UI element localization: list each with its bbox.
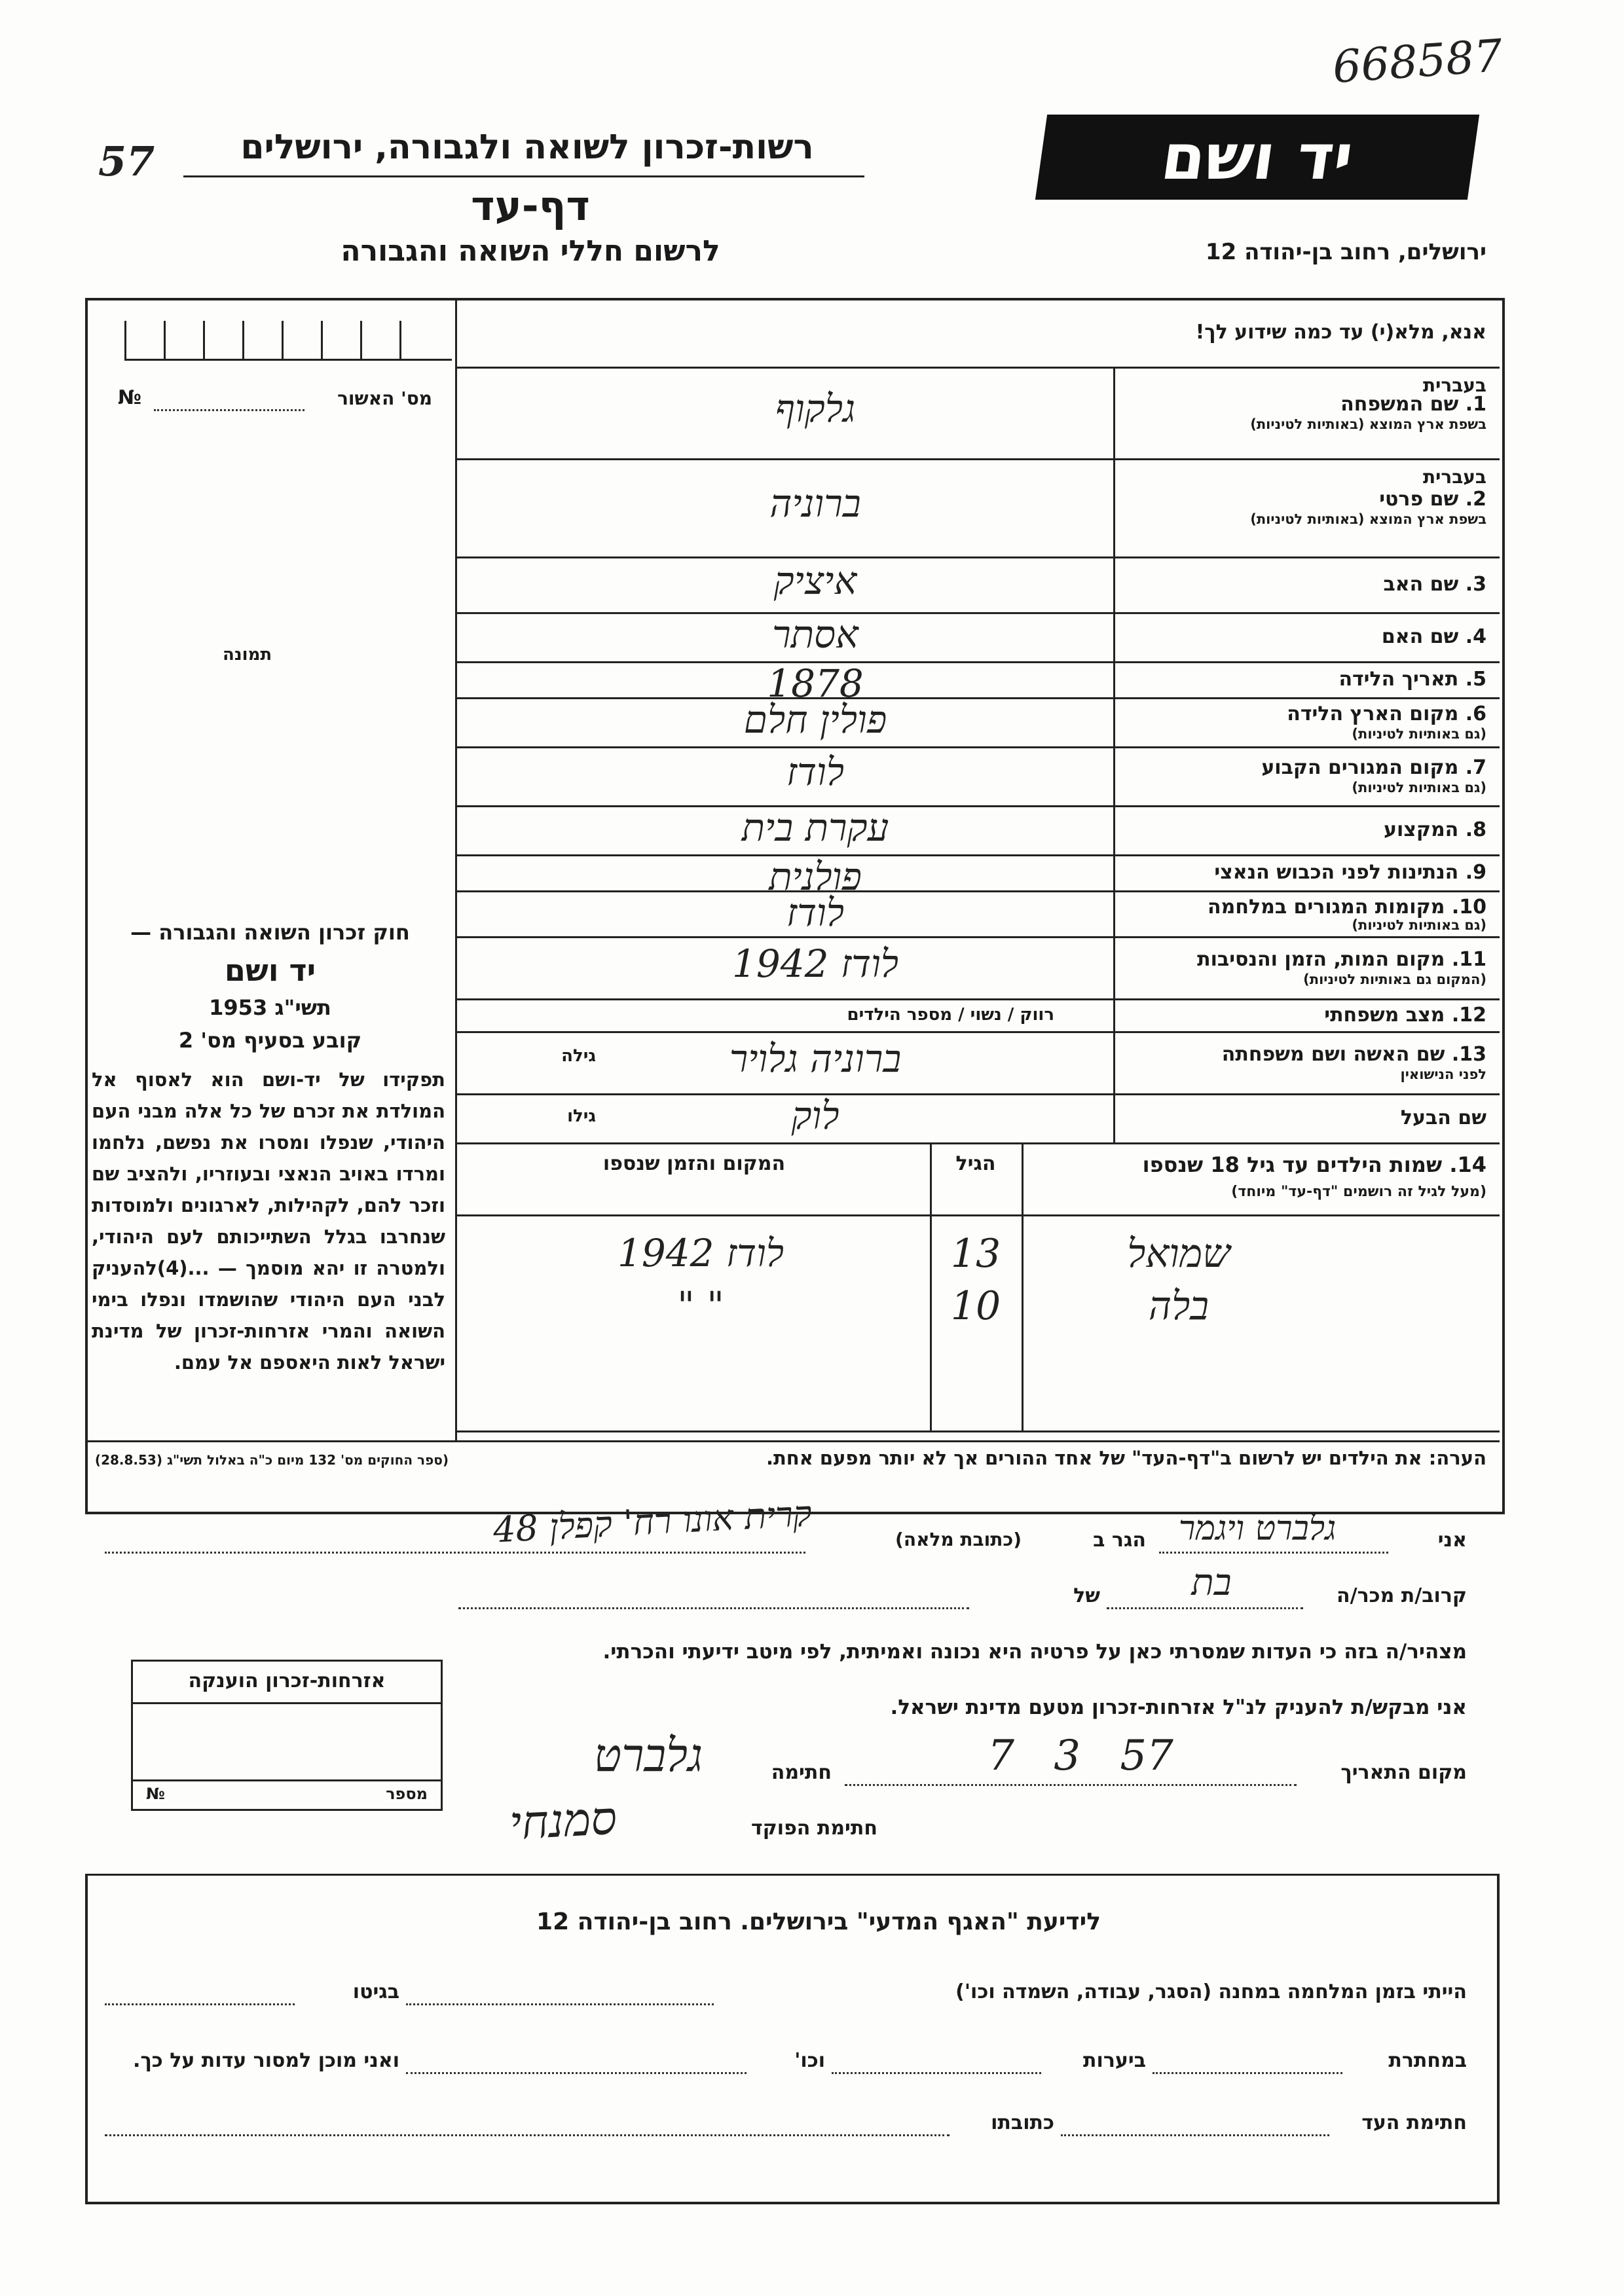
children-col-place: המקום והזמן שנספו — [602, 1152, 786, 1175]
field-value: לודז — [786, 890, 845, 935]
field-label: 9. הנתינות לפני הכבוש הנאצי — [1214, 860, 1486, 884]
field-label: שם הבעל — [1400, 1106, 1486, 1129]
family-status-options: רווק / נשוי / מספר הילדים — [847, 1005, 1054, 1025]
field-label: 3. שם האב — [1383, 572, 1486, 596]
decl-relation-line — [1107, 1607, 1303, 1609]
children-subtitle: (מעל לגיל זה רושמים "דף-עד" מיוחד) — [1231, 1184, 1486, 1200]
citizenship-no: מספר — [386, 1785, 428, 1803]
archive-number: 668587 — [1331, 30, 1505, 94]
children-col-age: הגיל — [955, 1152, 996, 1175]
signature-label: חתימה — [771, 1761, 832, 1784]
decl-resident-label: הגר ב — [1093, 1529, 1146, 1552]
child-age: 10 — [950, 1283, 1001, 1329]
age-label-wife: גילה — [561, 1046, 596, 1066]
field-sublabel: (גם באותיות לטיניות) — [1352, 725, 1486, 742]
field-note: בעברית — [1422, 374, 1486, 396]
law-clause: קובע בסעיף מס' 2 — [178, 1028, 362, 1053]
field-value: 1878 — [767, 661, 864, 706]
law-year: תשי"ג 1953 — [209, 995, 331, 1020]
header-subtitle: לרשום חללי השואה והגבורה — [341, 234, 720, 268]
place-date-label: מקום התאריך — [1340, 1761, 1467, 1784]
field-row — [455, 890, 1500, 936]
field-row — [455, 367, 1500, 458]
remark-top-rule — [455, 1430, 1500, 1432]
children-header-rule — [455, 1214, 1500, 1216]
field-row — [455, 1093, 1500, 1142]
field-value: ברוניה — [769, 481, 861, 526]
footer-line2-b: ביערות — [1083, 2049, 1146, 2072]
citizenship-box — [131, 1660, 443, 1811]
field-row — [455, 612, 1500, 661]
children-age-right — [1022, 1142, 1024, 1430]
field-sublabel: (המקום גם באותיות לטיניות) — [1303, 971, 1486, 987]
field-value: לודז — [786, 750, 845, 794]
signature-value: גלברט — [593, 1728, 703, 1782]
footer-line3-fill2 — [105, 2134, 950, 2136]
field-value: פולין חלם — [743, 697, 887, 742]
decl-statement-2: אני מבקש/ת להעניק לנ"ל אזרחות-זכרון מטעם מדינת ישראל. — [890, 1696, 1467, 1719]
child-place: " " — [677, 1283, 724, 1328]
decl-i-label: אני — [1437, 1529, 1467, 1552]
field-value: לודז 1942 — [731, 941, 899, 986]
field-row — [455, 556, 1500, 612]
footer-line2-fill1 — [1153, 2072, 1342, 2074]
citizenship-no-mark: № — [146, 1785, 165, 1803]
field-label: 4. שם האם — [1381, 625, 1486, 648]
field-sublabel: בשפת ארץ המוצא (באותיות לטיניות) — [1250, 511, 1486, 527]
field-value: לוק — [791, 1093, 840, 1138]
field-sublabel: בשפת ארץ המוצא (באותיות לטיניות) — [1250, 416, 1486, 432]
field-row — [455, 854, 1500, 899]
age-label-husband: גילו — [567, 1106, 596, 1126]
approval-label: מס' האשור — [337, 388, 432, 409]
footer-line2-c: וכו' — [794, 2049, 825, 2072]
field-label: 6. מקום הארץ הלידה — [1287, 702, 1486, 725]
decl-name-line — [1159, 1552, 1388, 1554]
footer-line1-b: בגיטו — [352, 1980, 399, 2003]
field-row — [455, 697, 1500, 746]
address-value: קרית אונו רח' קפלן 48 — [492, 1493, 813, 1551]
footer-line1-a: הייתי בזמן המלחמה במחנה (הסגר, עבודה, השמדה וכו') — [955, 1980, 1467, 2003]
footer-line2-d: ואני מוכן למסור עדות על כך. — [133, 2049, 399, 2072]
header-title: דף-עד — [471, 182, 590, 230]
footer-line2-a: במחתרת — [1388, 2049, 1467, 2072]
field-row — [455, 936, 1500, 998]
remark: הערה: את הילדים יש לרשום ב"דף-העד" של אחד ההורים אך לא יותר מפעם אחת. — [766, 1447, 1486, 1469]
child-name: שמואל — [1127, 1231, 1230, 1277]
field-value: עקרת בית — [741, 805, 889, 850]
field-sublabel: לפני הנישואין — [1400, 1066, 1486, 1082]
field-label: 1. שם המשפחה — [1340, 393, 1486, 416]
field-row — [455, 746, 1500, 805]
yad-vashem-logo — [1035, 115, 1479, 200]
child-age: 13 — [950, 1231, 1001, 1277]
declarant-name: גלברט ויגמר — [1178, 1509, 1337, 1548]
law-name: יד ושם — [224, 953, 316, 988]
footer-line2-fill3 — [406, 2072, 747, 2074]
footer-line2-fill2 — [832, 2072, 1041, 2074]
photo-area — [92, 432, 449, 877]
field-row — [455, 1031, 1500, 1093]
decl-relation-label: קרוב/ת מכר/ה — [1337, 1584, 1467, 1607]
field-label: 8. המקצוע — [1384, 818, 1486, 841]
field-label: 5. תאריך הלידה — [1338, 667, 1486, 691]
footer-line3-fill1 — [1061, 2134, 1329, 2136]
approval-boxes — [124, 321, 452, 360]
field-label: 2. שם פרטי — [1379, 488, 1486, 511]
photo-label: תמונה — [223, 645, 272, 665]
field-label: 12. מצב משפחתי — [1324, 1004, 1486, 1027]
relation-value: בת — [1191, 1561, 1232, 1604]
address: ירושלים, רחוב בן-יהודה 12 — [1205, 239, 1486, 265]
law-title: חוק זכרון השואה והגבורה — — [130, 920, 410, 945]
children-top-rule — [455, 1142, 1500, 1144]
field-label: 10. מקומות המגורים במלחמה — [1208, 896, 1486, 919]
field-value: אסתר — [772, 612, 858, 657]
date-value: 7 3 57 — [987, 1732, 1173, 1780]
date-line — [845, 1784, 1297, 1786]
child-place: לודז 1942 — [617, 1231, 784, 1275]
field-label: 11. מקום המות, הזמן והנסיבות — [1197, 947, 1486, 971]
field-note: בעברית — [1422, 466, 1486, 488]
citizenship-title: אזרחות-זכרון הוענקה — [188, 1669, 386, 1692]
field-value: איציק — [773, 558, 857, 603]
field-row — [455, 458, 1500, 556]
decl-address-hint: (כתובת מלאה) — [895, 1529, 1022, 1550]
footer-line3-b: כתובתו — [991, 2111, 1054, 2134]
field-value: גלקוף — [775, 386, 856, 431]
decl-of-line — [458, 1607, 969, 1609]
footer-line1-fill — [406, 2003, 714, 2005]
field-sublabel: (גם באותיות לטיניות) — [1352, 780, 1486, 795]
child-name: בלה — [1148, 1283, 1209, 1329]
footer-line1-fill2 — [105, 2003, 295, 2005]
approval-no-mark: № — [118, 386, 142, 409]
field-row — [455, 805, 1500, 854]
header-underline — [183, 175, 864, 177]
logo-text: יד ושם — [1156, 120, 1358, 194]
approval-line — [154, 409, 304, 411]
law-source: (ספר החוקים מס' 132 מיום כ"ה באלול תשי"ג (28.8.53) — [94, 1452, 449, 1468]
header-authority: רשות-זכרון לשואה ולגבורה, ירושלים — [240, 128, 814, 167]
field-label: 13. שם האשה ושם משפחתה — [1221, 1042, 1486, 1066]
frame-bottom-rule — [85, 1440, 1500, 1442]
instruction: אנא, מלא(י) עד כמה שידוע לך! — [1195, 321, 1486, 344]
field-value: פולנית — [769, 854, 862, 899]
officer-value: סמנחי — [508, 1791, 618, 1851]
law-text: תפקידו של יד-ושם הוא לאסוף אל המולדת את זכרם של כל אלה מבני העם היהודי, שנפלו ומסרו את נפשם, נלחמו ומרדו באויב הנאצי ובעוזריו, ולהציב שם וזכר להם, לקהילות, לארגונים ולמוסדות שנחרבו בגלל השתייכותם לעם היהודי, ולמטרה זו יהא מוסמך — ...(4)להעניק לבני העם היהודי שהושמדו ונפלו בימי השואה והמרי אזרחות-זכרון של מדינת ישראל לאות היאספם אל עמם. — [92, 1068, 445, 1374]
field-label: 7. מקום המגורים הקבוע — [1261, 756, 1486, 779]
decl-of-label: של — [1073, 1584, 1100, 1607]
children-title: 14. שמות הילדים עד גיל 18 שנספו — [1142, 1152, 1486, 1177]
footer-line3-a: חתימת העד — [1361, 2111, 1467, 2134]
field-sublabel: (גם באותיות לטיניות) — [1352, 917, 1486, 933]
margin-mark: 57 — [98, 137, 155, 185]
field-value: ברוניה גלויר — [729, 1036, 902, 1081]
officer-label: חתימת הפוקד — [751, 1817, 877, 1840]
decl-statement-1: מצהיר/ה בזה כי העדות שמסרתי כאן על פרטיה היא נכונה ואמיתית, לפי מיטב ידיעתי והכרתי. — [602, 1640, 1467, 1664]
field-row — [455, 661, 1500, 706]
footer-title: לידיעת "האגף המדעי" בירושלים. רחוב בן-יהודה 12 — [536, 1908, 1101, 1935]
